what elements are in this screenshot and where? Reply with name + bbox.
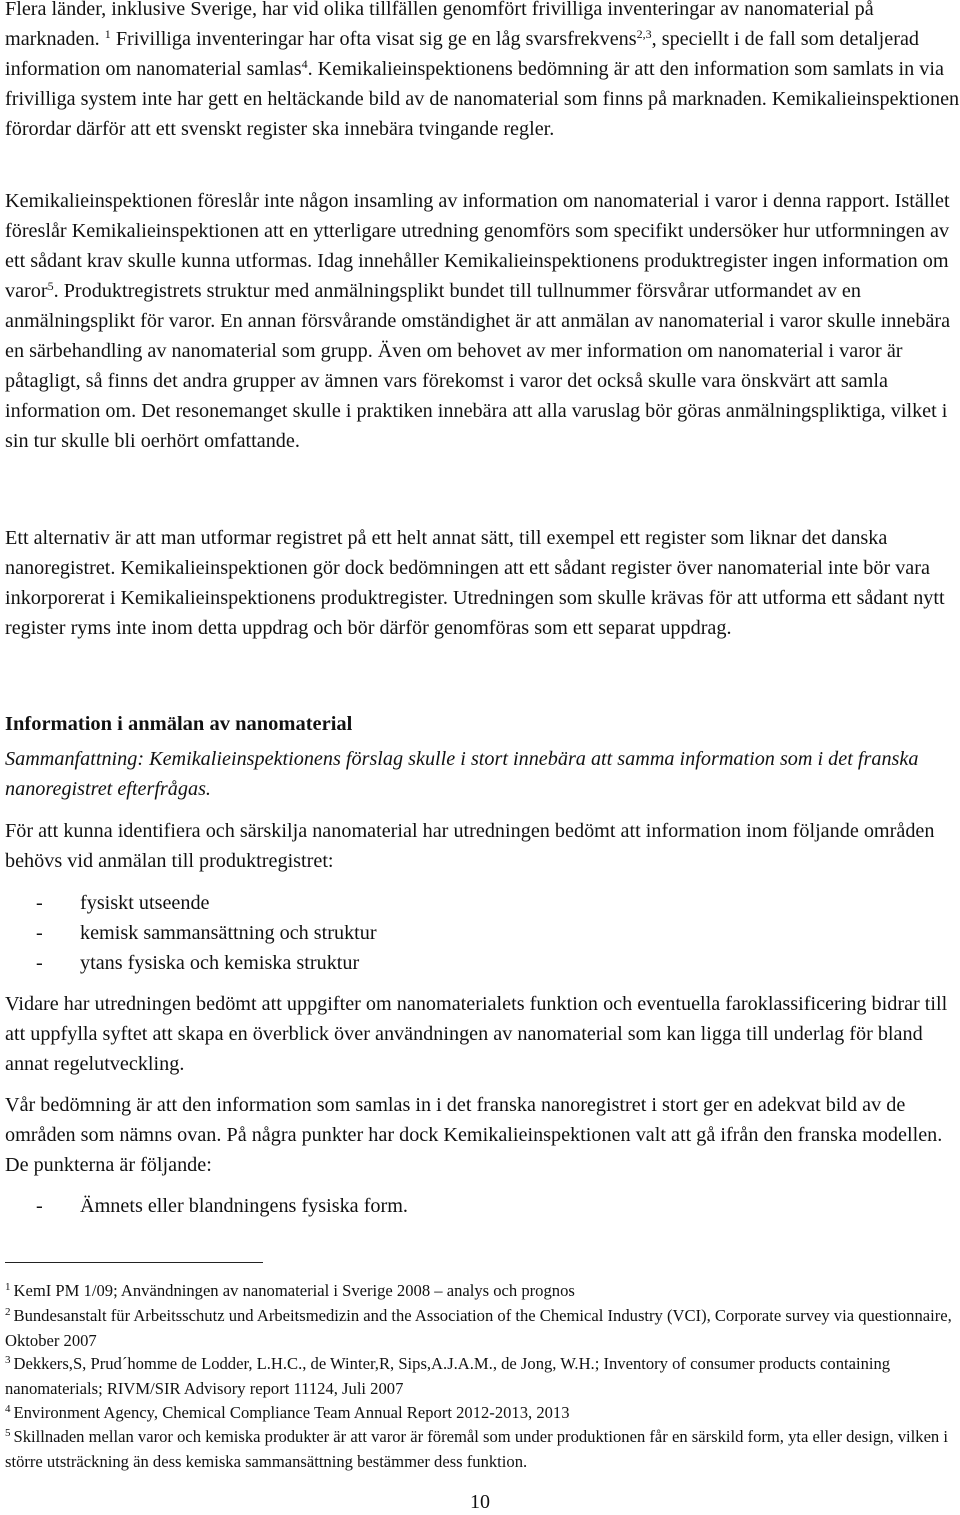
section-heading: Information i anmälan av nanomaterial <box>5 713 353 735</box>
footnote: $^3$ Dekkers,S, Prud´homme de Lodder, L.H.C., de Winter,R, Sips,A.J.A.M., de Jong, W.H.; Inventory of consumer products containing nanomaterials; RIVM/SIR Advisory report 11124, Juli 2007 <box>5 1354 891 1398</box>
footnote-ref: 5 <box>47 279 54 293</box>
paragraph-voluntary-inventories: Flera länder, inklusive Sverige, har vid olika tillfällen genomfört frivilliga inventeringar av nanomaterial på marknaden. $^1$ Frivilliga inventeringar har ofta visat sig ge en låg svarsfrekvens$^{2,3}$, speciellt i de fall som detaljerad information om nanomaterial samlas$^4$. Kemikalieinspektionens bedömning är att den information som samlats in via frivilliga system inte har gett en heltäckande bild av de nanomaterial som finns på marknaden. Kemikalieinspektionen förordar därför att ett svenskt register ska innebära tvingande regler. <box>5 0 960 140</box>
paragraph-function-classification: Vidare har utredningen bedömt att uppgifter om nanomaterialets funktion och eventuella faroklassificering bidrar till att uppfylla syftet att skapa en överblick över användningen av nanomaterial som kan ligga till underlag för bland annat regelutveckling. <box>5 993 948 1075</box>
footnote-ref: 2,3 <box>636 27 652 41</box>
paragraph-assessment-french-register: Vår bedömning är att den information som samlas in i det franska nanoregistret i stort ger en adekvat bild av de områden som nämns ovan. På några punkter har dock Kemikalieinspektionen valt att gå ifrån den franska modellen. De punkterna är följande: <box>5 1094 943 1176</box>
footnote-separator <box>5 1262 263 1263</box>
document-page: Flera länder, inklusive Sverige, har vid olika tillfällen genomfört frivilliga inventeringar av nanomaterial på marknaden. $^1$ Frivilliga inventeringar har ofta visat sig ge en låg svarsfrekvens$^{2,3}$, speciellt i de fall som detaljerad information om nanomaterial samlas$^4$. Kemikalieinspektionens bedömning är att den information som samlats in via frivilliga system inte har gett en heltäckande bild av de nanomaterial som finns på marknaden. Kemikalieinspektionen förordar därför att ett svenskt register ska innebära tvingande regler. Kemikalieinspektionen föreslår inte någon insamling av information om nanomaterial i varor i denna rapport. Istället föreslår Kemikalieinspektionen att en ytterligare utredning genomförs som specifikt undersöker hur utformningen av ett sådant krav skulle kunna utformas. Idag innehåller Kemikalieinspektionens produktregister ingen information om varor$^5$. Produktregistrets struktur med anmälningsplikt bundet till tullnummer försvårar utformandet av en anmälningsplikt för varor. En annan försvårande omständighet är att anmälan av nanomaterial i varor skulle innebära en särbehandling av nanomaterial som grupp. Även om behovet av mer information om nanomaterial i varor är påtagligt, så finns det andra grupper av ämnen vars förekomst i varor det också skulle vara önskvärt att samla information om. Det resonemanget skulle i praktiken innebära att alla varuslag bör göras anmälningspliktiga, vilket i sin tur skulle bli oerhört omfattande. Ett alternativ är att man utformar registret på ett helt annat sätt, till exempel ett register som liknar det danska nanoregistret. Kemikalieinspektionen gör dock bedömningen att ett sådant register över nanomaterial inte bör vara inkorporerat i Kemikalieinspektionens produktregister. Utredningen som skulle krävas för att utforma ett sådant nytt register ryms inte inom detta uppdrag och bör därför genomföras som ett separat uppdrag. Information i anmälan av nanomaterial Sammanfattning: Kemikalieinspektionens förslag skulle i stort innebära att samma information som i det franska nanoregistret efterfrågas. För att kunna identifiera och särskilja nanomaterial har utredningen bedömt att information inom följande områden behövs vid anmälan till produktregistret: - fysiskt utseende - kemisk sammansättning och struktur - ytans fysiska och kemiska struktur Vidare har utredningen bedömt att uppgifter om nanomaterialets funktion och eventuella faroklassificering bidrar till att uppfylla syftet att skapa en överblick över användningen av nanomaterial som kan ligga till underlag för bland annat regelutveckling. Vår bedömning är att den information som samlas in i det franska nanoregistret i stort ger en adekvat bild av de områden som nämns ovan. På några punkter har dock Kemikalieinspektionen valt att gå ifrån den franska modellen. De punkterna är följande: - Ämnets eller blandningens fysiska form. $^1$ KemI PM 1/09; Användningen av nanomaterial i Sverige 2008 – analys och prognos $^2$ Bundesanstalt für Arbeitsschutz und Arbeitsmedizin and the Association of the Chemical Industry (VCI), Corporate survey via questionnaire, Oktober 2007 $^3$ Dekkers,S, Prud´homme de Lodder, L.H.C., de Winter,R, Sips,A.J.A.M., de Jong, W.H.; Inventory of consumer products containing nanomaterials; RIVM/SIR Advisory report 11124, Juli 2007 $^4$ Environment Agency, Chemical Compliance Team Annual Report 2012-2013, 2013 $^5$ Skillnaden mellan varor och kemiska produkter är att varor är föremål som under produktionen får en särskild form, yta eller design, vilken i större utsträckning än dess kemiska sammansättning bestämmer dess funktion. 10 <box>0 0 960 1515</box>
footnote: $^4$ Environment Agency, Chemical Compliance Team Annual Report 2012-2013, 2013 <box>5 1403 570 1422</box>
footnote: $^2$ Bundesanstalt für Arbeitsschutz und Arbeitsmedizin and the Association of the Chemical Industry (VCI), Corporate survey via questionnaire, Oktober 2007 <box>5 1306 952 1350</box>
footnote-ref: 4 <box>301 57 308 71</box>
paragraph-no-collection-proposal: Kemikalieinspektionen föreslår inte någon insamling av information om nanomaterial i varor i denna rapport. Istället föreslår Kemikalieinspektionen att en ytterligare utredning genomförs som specifikt undersöker hur utformningen av ett sådant krav skulle kunna utformas. Idag innehåller Kemikalieinspektionens produktregister ingen information om varor$^5$. Produktregistrets struktur med anmälningsplikt bundet till tullnummer försvårar utformandet av en anmälningsplikt för varor. En annan försvårande omständighet är att anmälan av nanomaterial i varor skulle innebära en särbehandling av nanomaterial som grupp. Även om behovet av mer information om nanomaterial i varor är påtagligt, så finns det andra grupper av ämnen vars förekomst i varor det också skulle vara önskvärt att samla information om. Det resonemanget skulle i praktiken innebära att alla varuslag bör göras anmälningspliktiga, vilket i sin tur skulle bli oerhört omfattande. <box>5 190 951 452</box>
page-number: 10 <box>470 1491 490 1513</box>
paragraph-alternative-register: Ett alternativ är att man utformar registret på ett helt annat sätt, till exempel ett register som liknar det danska nanoregistret. Kemikalieinspektionen gör dock bedömningen att ett sådant register över nanomaterial inte bör vara inkorporerat i Kemikalieinspektionens produktregister. Utredningen som skulle krävas för att utforma ett sådant nytt register ryms inte inom detta uppdrag och bör därför genomföras som ett separat uppdrag. <box>5 527 945 639</box>
footnote: $^1$ KemI PM 1/09; Användningen av nanomaterial i Sverige 2008 – analys och prognos <box>5 1281 575 1300</box>
footnote-ref: 1 <box>104 27 111 41</box>
paragraph-identification-info: För att kunna identifiera och särskilja nanomaterial har utredningen bedömt att information inom följande områden behövs vid anmälan till produktregistret: <box>5 820 935 872</box>
section-summary: Sammanfattning: Kemikalieinspektionens förslag skulle i stort innebära att samma information som i det franska nanoregistret efterfrågas. <box>5 748 919 800</box>
footnote: $^5$ Skillnaden mellan varor och kemiska produkter är att varor är föremål som under produktionen får en särskild form, yta eller design, vilken i större utsträckning än dess kemiska sammansättning bestämmer dess funktion. <box>5 1427 948 1471</box>
